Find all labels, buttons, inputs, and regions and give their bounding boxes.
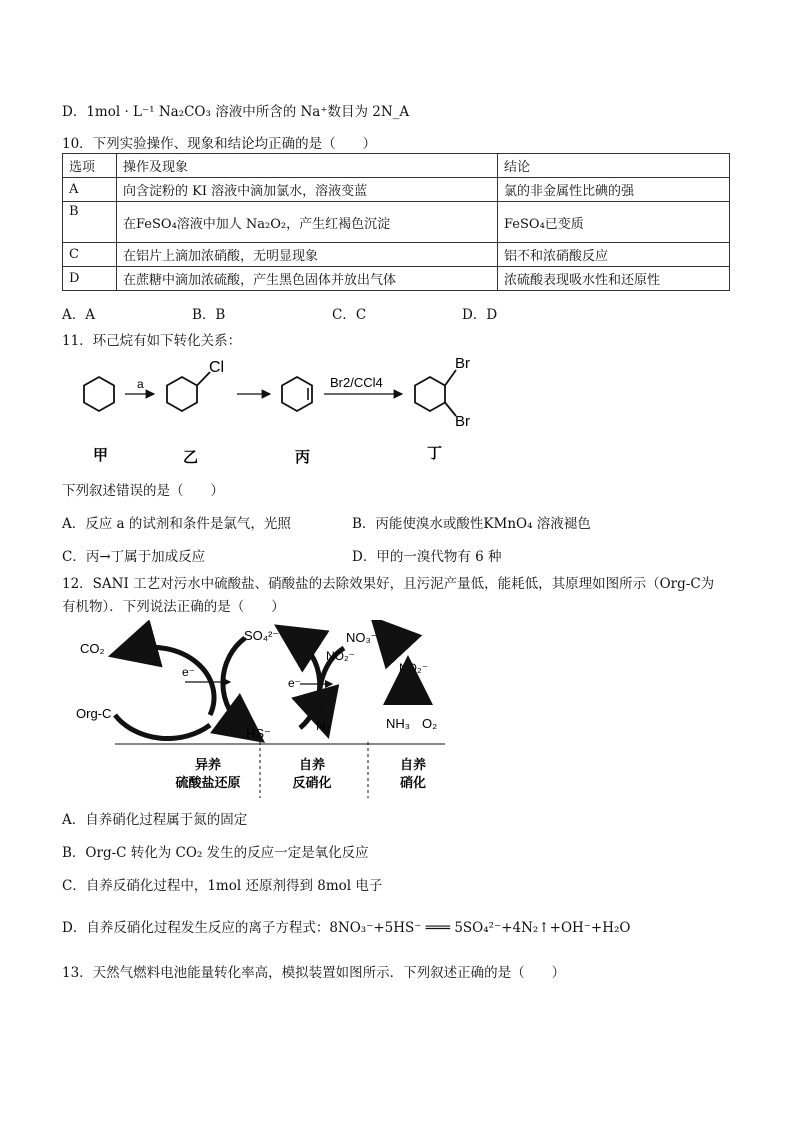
- table-header-row: [63, 154, 730, 178]
- chlorocyclohexane-ring: [167, 377, 197, 411]
- q11-prompt: 下列叙述错误的是（ ）: [62, 483, 224, 499]
- no3-label: NO₃⁻: [346, 630, 378, 645]
- label-yi: 乙: [183, 449, 199, 466]
- table-cell: B: [63, 202, 117, 243]
- region1-line1: 异养: [194, 757, 222, 772]
- label-ding: 丁: [427, 445, 443, 462]
- table-row: [63, 178, 730, 202]
- q11-option-a: A．反应 a 的试剂和条件是氯气，光照: [62, 516, 291, 532]
- table-cell: 氯的非金属性比碘的强: [498, 178, 730, 202]
- sulfate-reduction-arc: [223, 638, 245, 728]
- q12-option-d: D．自养反硝化过程发生反应的离子方程式：8NO₃⁻+5HS⁻ ═══ 5SO₄²⁻+4N₂↑+OH⁻+H₂O: [62, 920, 631, 936]
- hs-label: HS⁻: [246, 726, 271, 741]
- cyclohexane-ring: [84, 377, 114, 411]
- q12-option-a: A．自养硝化过程属于氮的固定: [62, 812, 248, 828]
- nitrite-to-nitrate-arrow: [387, 634, 400, 648]
- q10-table: [62, 153, 730, 291]
- q11-stem: 11．环己烷有如下转化关系：: [62, 333, 242, 349]
- dibromocyclohexane-ring: [415, 377, 445, 411]
- no2-label-right: NO₂⁻: [399, 661, 428, 675]
- q12-option-c: C．自养反硝化过程中，1mol 还原剂得到 8mol 电子: [62, 878, 383, 894]
- e-label-left: e⁻: [182, 665, 196, 679]
- region3-line2: 硝化: [399, 775, 427, 790]
- q12-stem-line1: 12．SANI 工艺对污水中硫酸盐、硝酸盐的去除效果好，且污泥产量低，能耗低，其原理如图所示（Org-C为: [62, 576, 715, 592]
- q12-stem-line2: 有机物）．下列说法正确的是（ ）: [62, 599, 285, 615]
- org-c-oxidation-arc: [132, 647, 214, 715]
- reagent-label: Br2/CCl4: [330, 375, 383, 390]
- n2-label: N₂: [316, 718, 331, 733]
- label-bing: 丙: [295, 449, 311, 466]
- c-br-bond-1: [445, 370, 456, 386]
- so4-label: SO₄²⁻: [244, 628, 280, 643]
- e-label-right: e⁻: [288, 676, 302, 690]
- q11-option-d: D．甲的一溴代物有 6 种: [352, 549, 502, 565]
- q13-stem: 13．天然气燃料电池能量转化率高，模拟装置如图所示．下列叙述正确的是（ ）: [62, 965, 566, 981]
- table-cell: 在FeSO₄溶液中加人 Na₂O₂，产生红褐色沉淀: [117, 202, 498, 243]
- table-cell: 铝不和浓硝酸反应: [498, 243, 730, 267]
- table-cell: FeSO₄已变质: [498, 202, 730, 243]
- header-cell: 选项: [63, 154, 117, 178]
- table-cell: 在铝片上滴加浓硝酸，无明显现象: [117, 243, 498, 267]
- q10-option-d: D．D: [462, 307, 498, 323]
- no2-label-mid: NO₂⁻: [326, 649, 355, 663]
- q11-reaction-scheme: [62, 350, 482, 475]
- q12-option-b: B．Org-C 转化为 CO₂ 发生的反应一定是氧化反应: [62, 845, 369, 861]
- table-cell: 浓硫酸表现吸水性和还原性: [498, 267, 730, 291]
- br-label-top: Br: [455, 355, 470, 372]
- region1-line2: 硫酸盐还原: [175, 775, 241, 790]
- org-c-label: Org-C: [76, 706, 112, 721]
- q10-stem: 10．下列实验操作、现象和结论均正确的是（ ）: [62, 136, 377, 152]
- nh3-label: NH₃: [386, 716, 411, 731]
- table-cell: 向含淀粉的 KI 溶液中滴加氯水，溶液变蓝: [117, 178, 498, 202]
- header-cell: 结论: [498, 154, 730, 178]
- table-cell: A: [63, 178, 117, 202]
- o2-label: O₂: [422, 716, 438, 731]
- table-cell: D: [63, 267, 117, 291]
- header-cell: 操作及现象: [117, 154, 498, 178]
- q12-sani-diagram: [70, 620, 450, 800]
- br-label-bottom: Br: [455, 413, 470, 430]
- table-row: [63, 243, 730, 267]
- q9-option-d: D．1mol · L⁻¹ Na₂CO₃ 溶液中所含的 Na⁺数目为 2N_A: [62, 104, 410, 120]
- arrow-a-label: a: [137, 377, 144, 391]
- q11-option-c: C．丙→丁属于加成反应: [62, 549, 206, 565]
- table-row: [63, 267, 730, 291]
- label-jia: 甲: [93, 447, 109, 464]
- region3-line1: 自养: [399, 757, 427, 772]
- org-c-lower-arc: [115, 715, 210, 739]
- table-cell: C: [63, 243, 117, 267]
- co2-label: CO₂: [80, 641, 105, 656]
- q11-option-b: B．丙能使溴水或酸性KMnO₄ 溶液褪色: [352, 516, 591, 532]
- table-cell: 在蔗糖中滴加浓硫酸，产生黑色固体并放出气体: [117, 267, 498, 291]
- q10-option-b: B．B: [192, 307, 226, 323]
- q10-options: [62, 303, 497, 323]
- q10-option-c: C．C: [332, 307, 367, 323]
- region2-line2: 反硝化: [292, 775, 332, 790]
- cl-label: Cl: [209, 359, 225, 376]
- table-row: [63, 202, 730, 243]
- region2-line1: 自养: [298, 757, 326, 772]
- q10-option-a: A．A: [62, 307, 95, 323]
